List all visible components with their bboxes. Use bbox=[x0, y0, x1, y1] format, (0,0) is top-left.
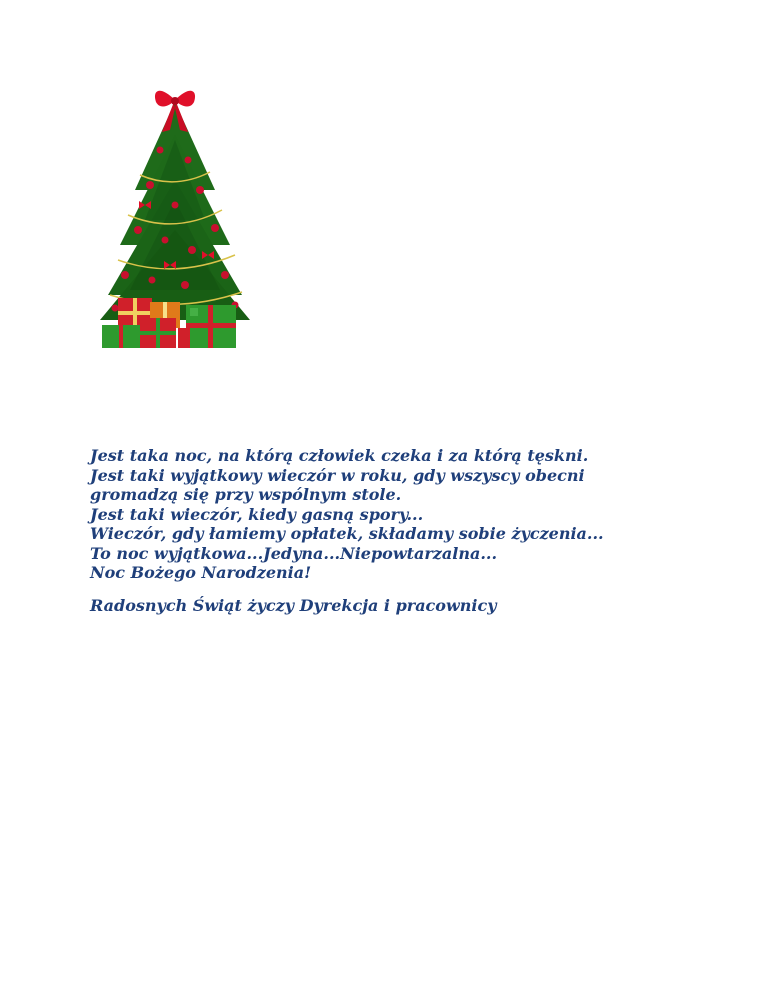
greeting-poem bbox=[90, 446, 710, 583]
poem-line: Jest taki wyjątkowy wieczór w roku, gdy wszyscy obecni bbox=[90, 465, 585, 485]
poem-line: Jest taki wieczór, kiedy gasną spory... bbox=[90, 504, 424, 524]
poem-line: Noc Bożego Narodzenia! bbox=[90, 563, 312, 582]
poem-line: Wieczór, gdy łamiemy opłatek, składamy sobie życzenia... bbox=[90, 524, 604, 543]
poem-line: gromadzą się przy wspólnym stole. bbox=[90, 485, 402, 504]
poem-line: To noc wyjątkowa...Jedyna...Niepowtarzalna... bbox=[90, 543, 498, 563]
closing-signature: Radosnych Świąt życzy Dyrekcja i pracownicy bbox=[90, 596, 497, 615]
poem-line: Jest taka noc, na którą człowiek czeka i za którą tęskni. bbox=[90, 446, 589, 465]
christmas-tree-with-gifts-icon bbox=[90, 80, 260, 350]
